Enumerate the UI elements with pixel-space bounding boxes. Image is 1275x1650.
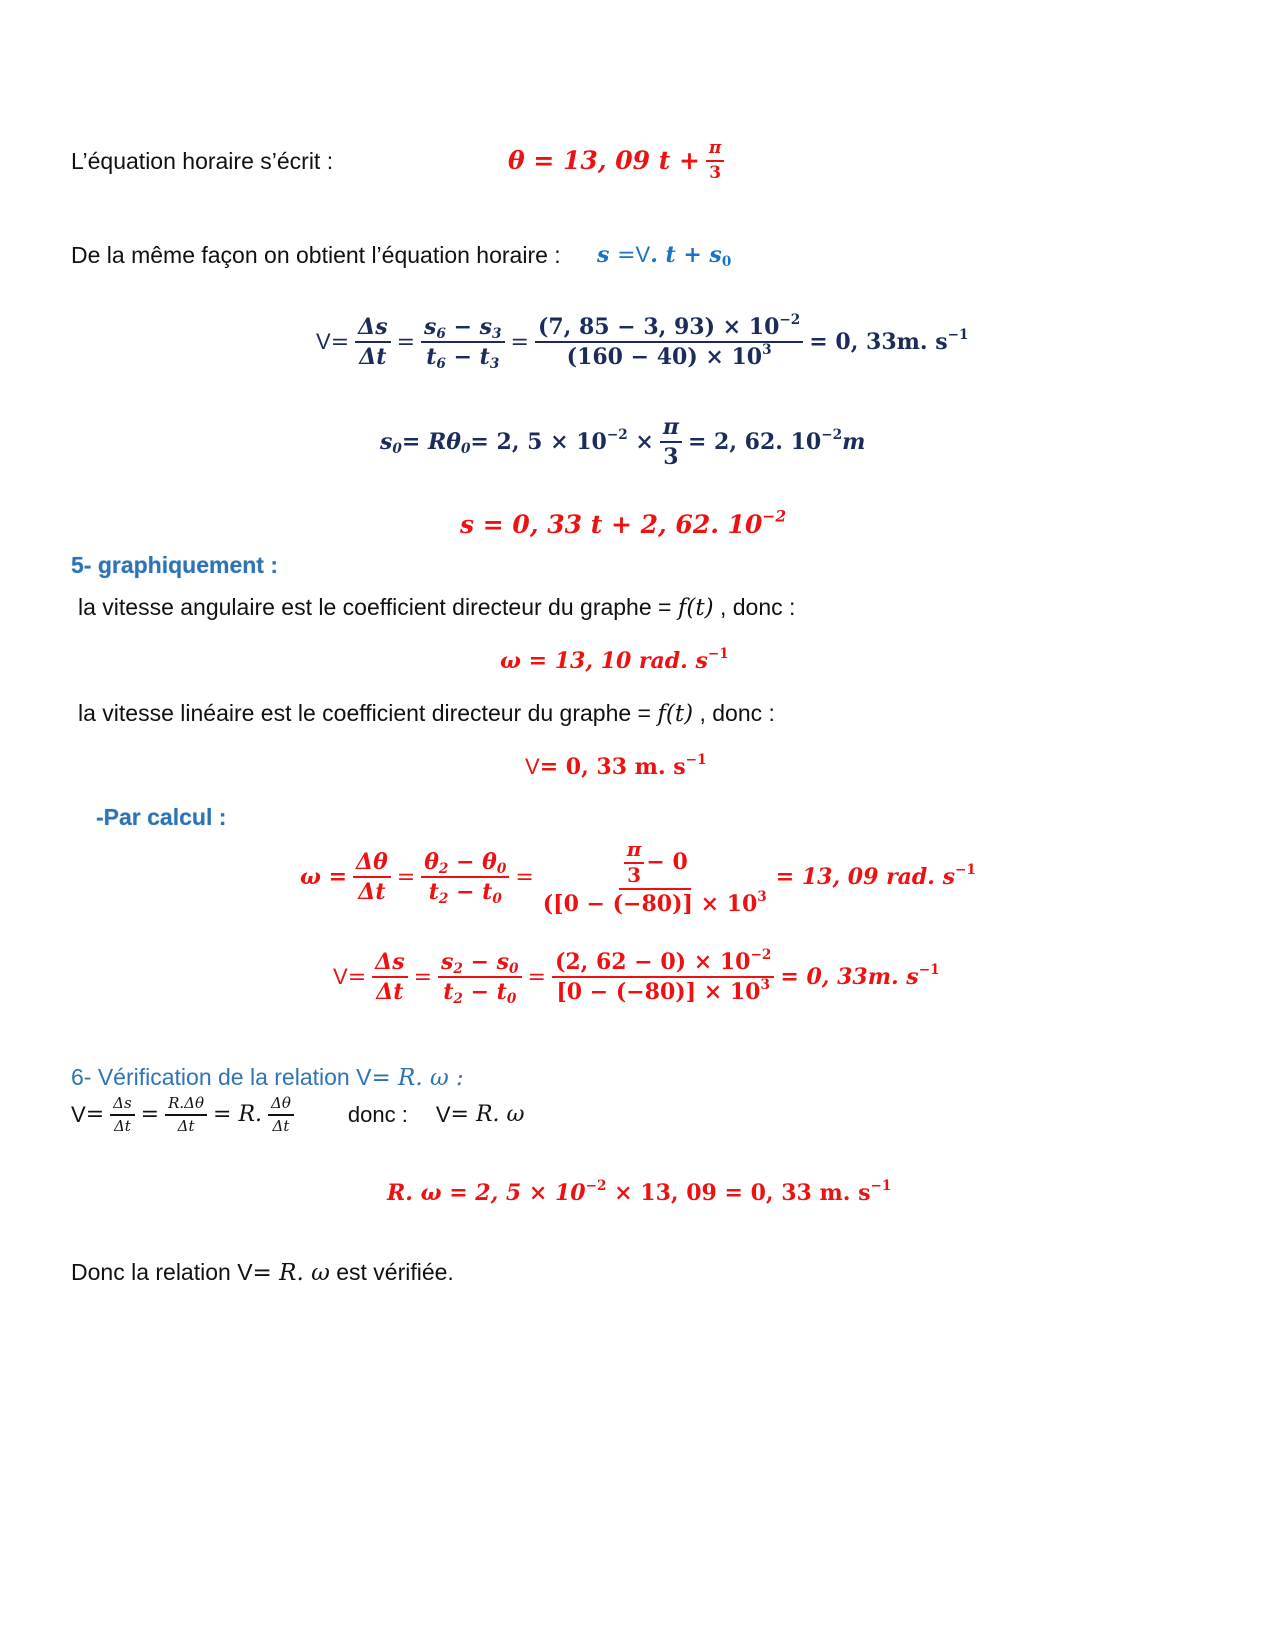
eq-s-symbol: s <box>597 242 610 268</box>
s-linear-equation <box>597 242 732 271</box>
s0-result: = 2, 62. $10^{-2}m$ <box>687 426 866 456</box>
omega-lhs: ω = <box>300 864 348 891</box>
section-6-heading: 6- Vérification de la relation V= R. ω : <box>71 1064 464 1091</box>
fraction-numerator: $s_2 - s_0$ <box>438 950 522 978</box>
theta-equation-lhs: θ = 13, 09 t + <box>508 146 700 176</box>
fraction-numerator: $\frac{\pi}{3}$ − 0 <box>619 838 691 890</box>
fraction-numerator: Δs <box>110 1095 135 1116</box>
fraction-numerator: R.Δθ <box>165 1095 207 1116</box>
r-product: = R. <box>213 1102 263 1127</box>
verification-equation: V = $\frac{\Delta s}{\Delta t}$ = $\frac{R.\Delta\theta}{\Delta t}$ = R. $\frac{\Delta\theta}{\Delta t}$ donc : V = R. ω <box>71 1094 525 1135</box>
nested-denominator: 3 <box>627 863 642 887</box>
fraction-numerator: Δθ <box>268 1095 294 1116</box>
eq-equals: = <box>617 243 636 268</box>
equals-sign: = <box>330 329 350 355</box>
by-calculation-heading: -Par calcul : <box>96 804 227 830</box>
velocity-equation-1: V = $\frac{\Delta s}{\Delta t}$ = $\frac{s_6 - s_3}{t_6 - t_3}$ = $\frac{(7, 85 - 3, 93) \times 10^{-2}}{(160 - 40) \times 10^3}$ = 0, 33m. $s^{-1}$ <box>316 311 969 373</box>
fraction-values <box>535 311 803 371</box>
fraction-values <box>540 838 770 916</box>
conclusion-text: Donc la relation V= R. ω est vérifiée. <box>71 1259 454 1286</box>
fraction-numerator: Δθ <box>353 850 391 878</box>
fraction-denominator: $t_2 - t_0$ <box>443 979 517 1008</box>
v-calc-result: = 0, 33m. $s^{-1}$ <box>780 961 940 991</box>
nested-numerator: π <box>624 838 645 864</box>
fraction-values <box>552 946 774 1006</box>
eq-rest: . t + s <box>650 242 722 268</box>
fraction-denominator: Δt <box>376 979 404 1006</box>
fraction-ds-dt <box>110 1095 135 1134</box>
s0-equation <box>380 415 865 469</box>
angular-speed-text: la vitesse angulaire est le coefficient directeur du graphe = f(t) , donc : <box>78 594 796 621</box>
fraction-denominator: Δt <box>359 344 387 371</box>
fraction-denominator: ($[0 - (-80)] \times 10^3$ <box>542 888 767 917</box>
omega-result: ω = 13, 10 rad. $s^{-1}$ <box>500 645 729 674</box>
s-final-equation: s = 0, 33 t + 2, 62. $10^{-2}$ <box>460 506 787 539</box>
v-result: V= 0, 33 m. $s^{-1}$ <box>525 751 707 780</box>
v-equals-r-omega: = R. ω <box>450 1102 525 1127</box>
fraction-s2-s0 <box>438 949 522 1008</box>
fraction-numerator: $\theta_2 - \theta_0$ <box>421 850 509 878</box>
fraction-denominator: Δt <box>272 1116 290 1135</box>
v-symbol: V <box>316 329 331 355</box>
eq-v-symbol: V <box>635 242 651 267</box>
fraction-denominator: 3 <box>709 162 722 183</box>
equals-sign: = <box>85 1102 105 1127</box>
omega-equation: ω = $\frac{\Delta\theta}{\Delta t}$ = $\frac{\theta_2 - \theta_0}{t_2 - t_0}$ = $\frac{\pi}{3}$ − 0 ($[0 - (-80)] \times 10^3$ = 13, 09 rad. $s^{-1}$ <box>300 837 976 917</box>
fraction-pi-3 <box>660 415 682 469</box>
fraction-s6-s3 <box>421 314 505 373</box>
fraction-denominator: $[0 - (-80)] \times 10^3$ <box>556 976 770 1006</box>
fraction-numerator: (7, 85 − 3, $93) \times 10^{-2}$ <box>535 315 803 343</box>
nested-fraction-pi-3 <box>624 838 645 886</box>
s0-mid2: = 2, $5 \times 10^{-2}$ × <box>470 426 654 456</box>
v-symbol: V <box>333 964 348 990</box>
result: = 0, 33m. $s^{-1}$ <box>809 326 969 356</box>
velocity-equation-2: V = $\frac{\Delta s}{\Delta t}$ = $\frac{s_2 - s_0}{t_2 - t_0}$ = $\frac{(2, 62 - 0) \times 10^{-2}}{[0 - (-80)] \times 10^3}$ = 0, 33m. $s^{-1}$ <box>333 946 940 1008</box>
s0-mid: = $R\theta_0$ <box>401 429 471 458</box>
fraction-numerator: π <box>660 415 682 443</box>
fraction-dtheta-dt <box>268 1095 294 1134</box>
v-symbol: V <box>71 1101 86 1127</box>
fraction-denominator: $t_6 - t_3$ <box>426 344 500 373</box>
fraction-denominator: $(160 - 40) \times 10^3$ <box>566 341 772 371</box>
theta-equation-fraction <box>706 139 724 182</box>
fraction-r-dtheta-dt <box>165 1095 207 1134</box>
fraction-numerator: Δs <box>372 950 407 978</box>
r-omega-result: R. ω = 2, $5 \times 10^{-2} \times 13$, 09 = 0, 33 m. $s^{-1}$ <box>387 1177 892 1206</box>
fraction-ds-dt <box>372 950 407 1004</box>
intro-text-1: L’équation horaire s’écrit : <box>71 148 334 174</box>
fraction-numerator: Δs <box>355 315 390 343</box>
linear-speed-text: la vitesse linéaire est le coefficient directeur du graphe = f(t) , donc : <box>78 700 775 727</box>
fraction-denominator: 3 <box>663 444 679 471</box>
fraction-numerator: (2, $62 - 0) \times 10^{-2}$ <box>552 950 774 978</box>
section-5-heading: 5- graphiquement : <box>71 552 279 578</box>
fraction-denominator: Δt <box>358 879 386 906</box>
donc-text: donc : <box>347 1101 408 1127</box>
fraction-ds-dt <box>355 315 390 369</box>
theta-equation <box>508 139 730 182</box>
fraction-denominator: Δt <box>113 1116 131 1135</box>
fraction-numerator: $s_6 - s_3$ <box>421 315 505 343</box>
intro-text-2: De la même façon on obtient l’équation horaire : <box>71 242 561 268</box>
fraction-denominator: $t_2 - t_0$ <box>428 879 502 908</box>
s0-lhs: $s_0$ <box>380 429 402 458</box>
fraction-numerator: π <box>706 139 724 162</box>
eq-sub: 0 <box>721 254 732 271</box>
fraction-denominator: Δt <box>177 1116 195 1135</box>
fraction-dtheta-dt <box>353 850 391 904</box>
fraction-theta2-theta0 <box>421 848 509 908</box>
omega-calc-result: = 13, 09 rad. $s^{-1}$ <box>775 861 976 891</box>
v-symbol-2: V <box>435 1101 451 1127</box>
